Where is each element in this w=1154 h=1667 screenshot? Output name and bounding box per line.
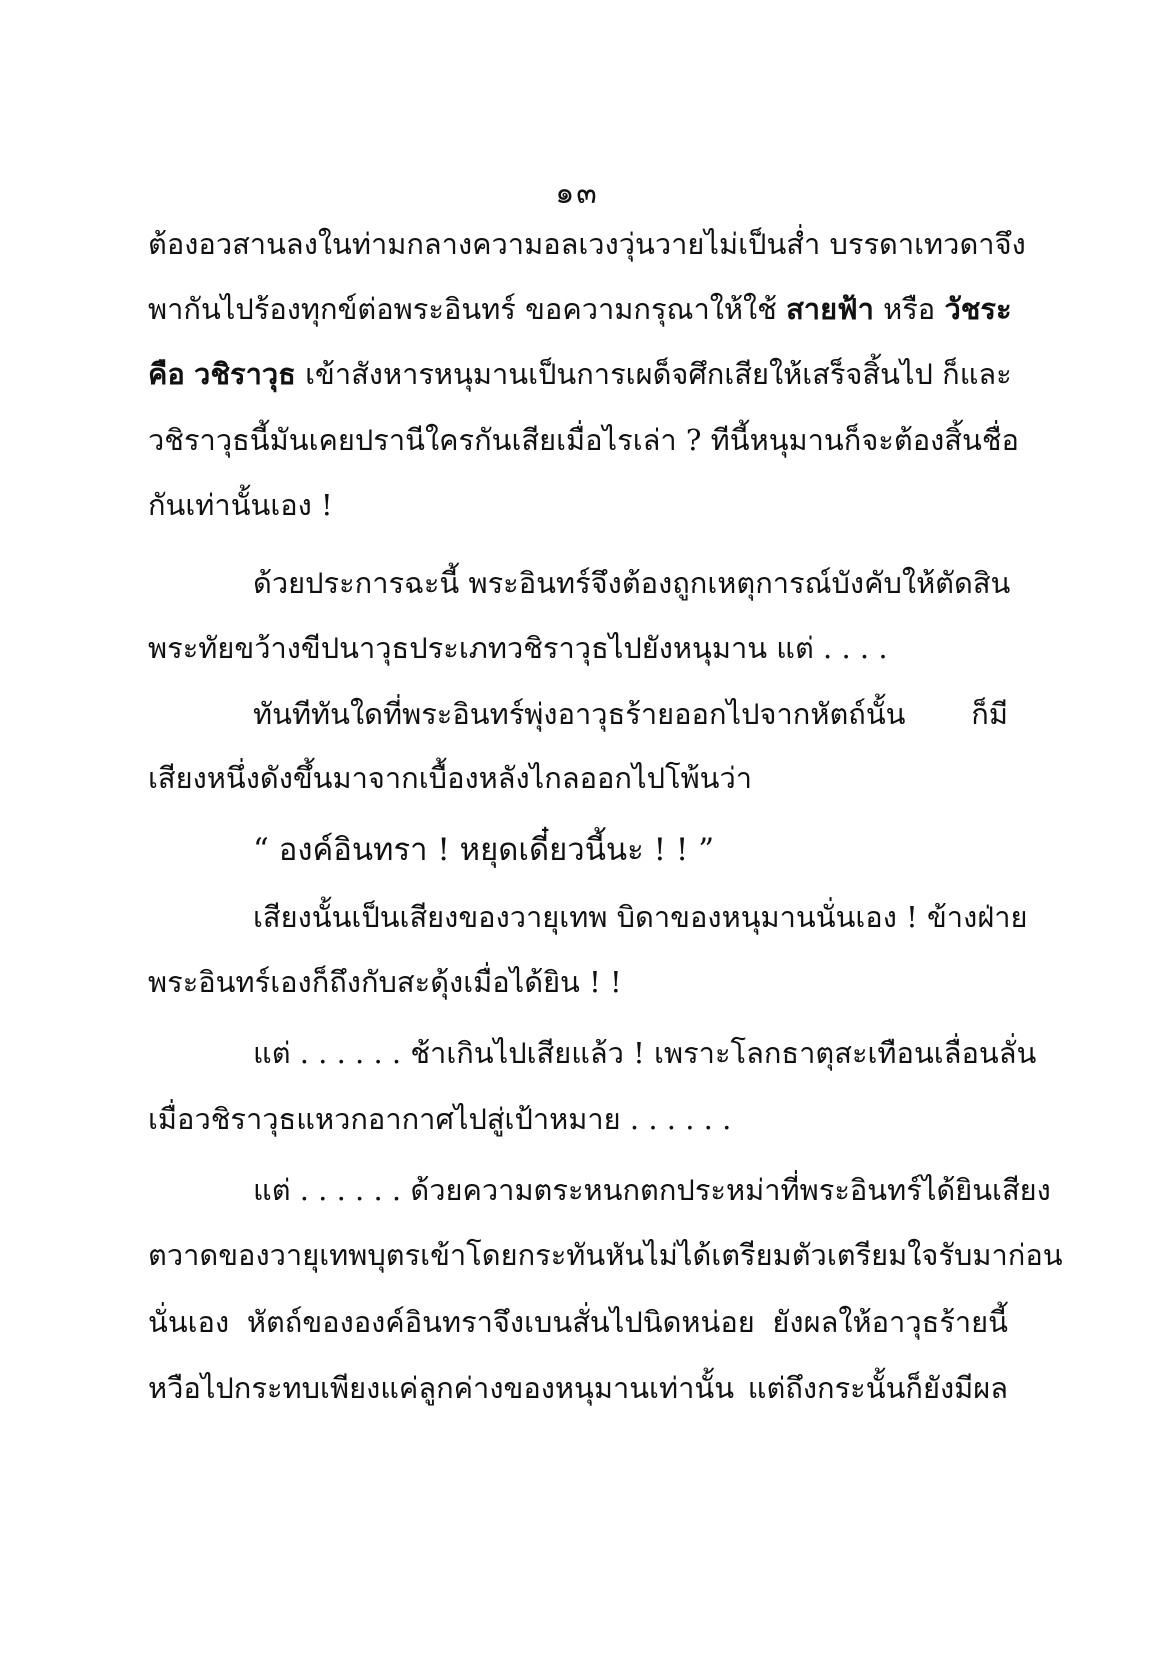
- bold-term-is: คือ: [148, 357, 185, 391]
- text-line-17: หวือไปกระทบเพียงแค่ลูกค่างของหนุมานเท่านั้น แต่ถึงกระนั้นก็ยังมีผล: [148, 1371, 1008, 1405]
- page-number: ๑๓: [555, 176, 599, 211]
- text-line-10: เสียงนั้นเป็นเสียงของวายุเทพ บิดาของหนุมานนั่นเอง ! ข้างฝ่าย: [253, 900, 1028, 934]
- text-line-14: แต่ . . . . . . ด้วยความตระหนกตกประหม่าที่พระอินทร์ได้ยินเสียง: [253, 1173, 1051, 1207]
- bold-term-vajra: วัชระ: [944, 292, 1012, 326]
- text-line-6: ด้วยประการฉะนี้ พระอินทร์จึงต้องถูกเหตุการณ์บังคับให้ตัดสิน: [253, 566, 1011, 600]
- text-line-15: ตวาดของวายุเทพบุตรเข้าโดยกระทันหันไม่ได้เตรียมตัวเตรียมใจรับมาก่อน: [148, 1238, 1063, 1272]
- text-line-1: ต้องอวสานลงในท่ามกลางความอลเวงวุ่นวายไม่เป็นส่ำ บรรดาเทวดาจึง: [148, 227, 1026, 261]
- text-line-12: แต่ . . . . . . ช้าเกินไปเสียแล้ว ! เพราะโลกธาตุสะเทือนเลื่อนลั่น: [253, 1036, 1037, 1070]
- text-line-11: พระอินทร์เองก็ถึงกับสะดุ้งเมื่อได้ยิน ! !: [148, 965, 622, 999]
- text-line-7: พระทัยขว้างขีปนาวุธประเภทวชิราวุธไปยังหนุมาน แต่ . . . .: [148, 631, 888, 665]
- text-line-16: นั่นเอง หัตถ์ขององค์อินทราจึงเบนสั่นไปนิดหน่อย ยังผลให้อาวุธร้ายนี้: [148, 1305, 1008, 1339]
- text-line-3: [148, 354, 1012, 394]
- text-line-5: กันเท่านั้นเอง !: [148, 488, 333, 522]
- bold-term-vajravudh: วชิราวุธ: [194, 357, 296, 391]
- text-line-2: [148, 289, 1012, 329]
- text-line-4: วชิราวุธนี้มันเคยปรานีใครกันเสียเมื่อไรเล่า ? ทีนี้หนุมานก็จะต้องสิ้นชื่อ: [148, 423, 1019, 457]
- text-line-9: เสียงหนึ่งดังขึ้นมาจากเบื้องหลังไกลออกไปโพ้นว่า: [148, 761, 753, 795]
- text-line-3-a: เข้าสังหารหนุมานเป็นการเผด็จศึกเสียให้เสร็จสิ้นไป ก็และ: [305, 357, 1012, 391]
- text-line-2-a: พากันไปร้องทุกข์ต่อพระอินทร์ ขอความกรุณาให้ใช้: [148, 292, 777, 326]
- text-line-13: เมื่อวชิราวุธแหวกอากาศไปสู่เป้าหมาย . . . . . .: [148, 1102, 732, 1136]
- quote-line: “ องค์อินทรา ! หยุดเดี๋ยวนี้นะ ! ! ”: [253, 832, 715, 868]
- bold-term-lightning: สายฟ้า: [786, 292, 874, 326]
- text-line-2-or: หรือ: [883, 292, 936, 326]
- text-line-8: ทันทีทันใดที่พระอินทร์พุ่งอาวุธร้ายออกไปจากหัตถ์นั้น ก็มี: [253, 697, 1008, 731]
